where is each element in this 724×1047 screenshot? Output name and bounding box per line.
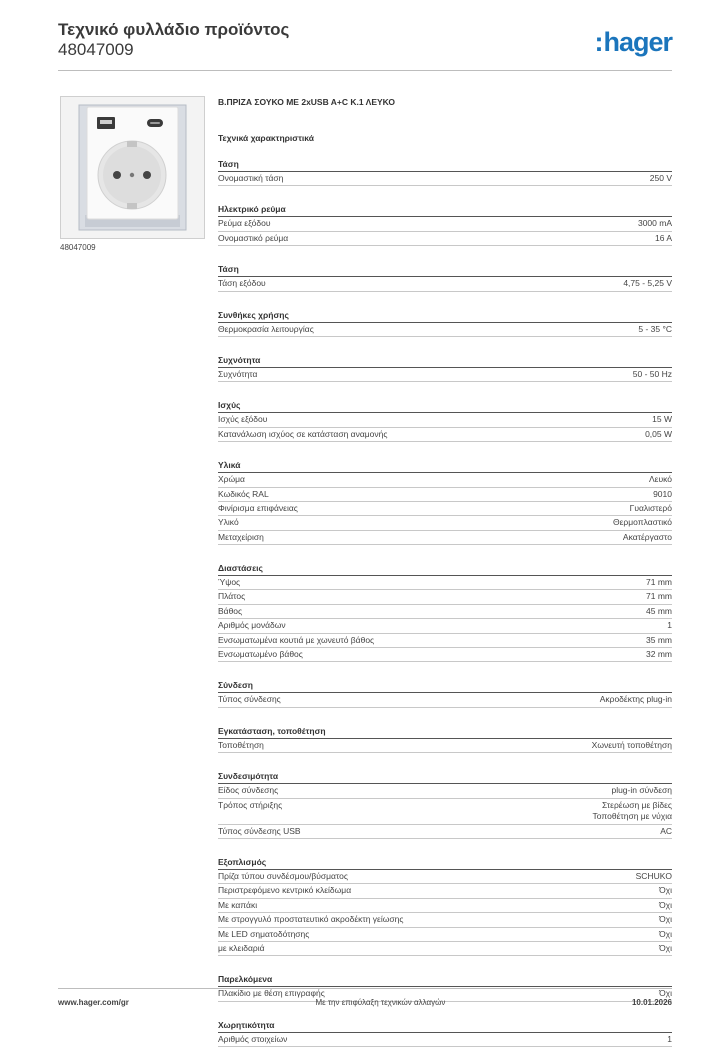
spec-value: 4,75 - 5,25 V <box>623 278 672 289</box>
spec-row <box>218 739 672 753</box>
spec-value: 1 <box>667 620 672 631</box>
spec-row <box>218 516 672 530</box>
spec-value: Όχι <box>659 885 672 896</box>
section-heading: Υλικά <box>218 459 672 473</box>
spec-value: 0,05 W <box>645 428 672 439</box>
spec-label: Ρεύμα εξόδου <box>218 218 271 229</box>
spec-label: Ισχύς εξόδου <box>218 414 268 425</box>
section-heading: Συνθήκες χρήσης <box>218 309 672 323</box>
spec-row <box>218 277 672 291</box>
spec-row <box>218 368 672 382</box>
spec-label: Υλικό <box>218 517 239 528</box>
spec-row <box>218 488 672 502</box>
spec-section <box>218 679 672 707</box>
spec-label: Φινίρισμα επιφάνειας <box>218 502 298 513</box>
socket-illustration <box>61 97 204 238</box>
spec-row <box>218 323 672 337</box>
spec-row <box>218 693 672 707</box>
spec-value: Ακροδέκτης plug-in <box>599 694 672 705</box>
spec-row <box>218 899 672 913</box>
product-name: Β.ΠΡΙΖΑ ΣΟΥΚΟ ΜΕ 2xUSB A+C Κ.1 ΛΕΥΚΟ <box>218 97 396 107</box>
spec-value: 15 W <box>652 414 672 425</box>
spec-row <box>218 942 672 956</box>
section-heading: Παρελκόμενα <box>218 973 672 987</box>
footer-notice: Με την επιφύλαξη τεχνικών αλλαγών <box>315 998 446 1007</box>
spec-section <box>218 562 672 662</box>
spec-label: Κωδικός RAL <box>218 488 269 499</box>
spec-section <box>218 725 672 753</box>
spec-label: Με στρογγυλό προστατευτικό ακροδέκτη γείωσης <box>218 914 404 925</box>
spec-value: 1 <box>667 1033 672 1044</box>
spec-label: με κλειδαριά <box>218 942 265 953</box>
document-footer <box>58 998 672 1007</box>
spec-label: Τύπος σύνδεσης USB <box>218 825 301 836</box>
spec-value: 5 - 35 °C <box>638 323 672 334</box>
spec-row <box>218 232 672 246</box>
spec-row <box>218 531 672 545</box>
hager-logo: :hager <box>594 27 672 57</box>
spec-value: 9010 <box>653 488 672 499</box>
spec-value <box>593 800 672 822</box>
spec-label: Τοποθέτηση <box>218 739 264 750</box>
spec-label: Ενσωματωμένο βάθος <box>218 649 303 660</box>
spec-value: Όχι <box>659 988 672 999</box>
spec-label: Κατανάλωση ισχύος σε κατάσταση αναμονής <box>218 428 388 439</box>
spec-content <box>218 96 672 1047</box>
section-heading: Συχνότητα <box>218 354 672 368</box>
spec-value: 45 mm <box>646 605 672 616</box>
spec-row <box>218 473 672 487</box>
footer-website[interactable]: www.hager.com/gr <box>58 998 129 1007</box>
spec-section <box>218 309 672 337</box>
spec-label: Αριθμός μονάδων <box>218 620 286 631</box>
spec-value: Όχι <box>659 899 672 910</box>
spec-row <box>218 428 672 442</box>
spec-label: Πλάτος <box>218 591 246 602</box>
spec-row <box>218 913 672 927</box>
spec-row <box>218 619 672 633</box>
spec-label: Συχνότητα <box>218 368 258 379</box>
image-caption: 48047009 <box>60 243 96 252</box>
spec-value: AC <box>660 825 672 836</box>
spec-value: Χωνευτή τοποθέτηση <box>591 739 672 750</box>
product-code: 48047009 <box>58 40 134 59</box>
spec-value: Ακατέργαστο <box>622 531 672 542</box>
spec-value: SCHUKO <box>635 870 672 881</box>
spec-label: Με καπάκι <box>218 899 258 910</box>
spec-value: 3000 mA <box>637 218 672 229</box>
spec-label: Ονομαστική τάση <box>218 173 284 183</box>
section-heading: Εξοπλισμός <box>218 856 672 870</box>
spec-row <box>218 648 672 662</box>
spec-label: Τύπος σύνδεσης <box>218 694 281 705</box>
spec-value: Όχι <box>659 914 672 925</box>
spec-section <box>218 770 672 839</box>
spec-value: 16 A <box>654 232 672 243</box>
section-heading: Χωρητικότητα <box>218 1019 672 1033</box>
section-heading: Ισχύς <box>218 399 672 413</box>
footer-date: 10.01.2026 <box>631 998 672 1007</box>
spec-value: 50 - 50 Hz <box>632 368 672 379</box>
section-heading: Τάση <box>218 158 672 172</box>
spec-row <box>218 784 672 798</box>
spec-value-line: Στερέωση με βίδες <box>601 799 672 810</box>
spec-row <box>218 413 672 427</box>
spec-row <box>218 884 672 898</box>
spec-label: Ενσωματωμένα κουτιά με χωνευτό βάθος <box>218 634 375 645</box>
specs-title: Τεχνικά χαρακτηριστικά <box>218 133 314 143</box>
spec-row <box>218 502 672 516</box>
spec-value: 35 mm <box>646 634 672 645</box>
section-heading: Διαστάσεις <box>218 562 672 576</box>
spec-value: 71 mm <box>646 591 672 602</box>
spec-section <box>218 1019 672 1047</box>
logo-text: hager <box>603 27 672 57</box>
spec-value: Γυαλιστερό <box>629 502 672 513</box>
spec-value: 32 mm <box>646 649 672 660</box>
spec-row <box>218 799 672 825</box>
spec-row <box>218 825 672 839</box>
spec-label: Με LED σηματοδότησης <box>218 928 310 939</box>
spec-label: Είδος σύνδεσης <box>218 785 279 796</box>
section-heading: Σύνδεση <box>218 679 672 693</box>
spec-section <box>218 856 672 956</box>
spec-row <box>218 870 672 884</box>
spec-label: Ύψος <box>218 577 241 588</box>
spec-row <box>218 217 672 231</box>
section-heading: Ηλεκτρικό ρεύμα <box>218 203 672 217</box>
spec-label: Πλακίδιο με θέση επιγραφής <box>218 988 325 999</box>
spec-value-line: Τοποθέτηση με νύχια <box>592 810 672 821</box>
spec-value: plug-in σύνδεση <box>611 785 672 796</box>
spec-row <box>218 928 672 942</box>
spec-label: Χρώμα <box>218 474 245 485</box>
spec-label: Περιστρεφόμενο κεντρικό κλείδωμα <box>218 885 352 896</box>
spec-row <box>218 576 672 590</box>
spec-row <box>218 1033 672 1047</box>
spec-label: Τάση εξόδου <box>218 278 266 289</box>
spec-section <box>218 399 672 442</box>
spec-row <box>218 590 672 604</box>
spec-row <box>218 605 672 619</box>
spec-section <box>218 354 672 382</box>
spec-value: Θερμοπλαστικό <box>612 517 672 528</box>
footer-divider <box>58 988 672 989</box>
spec-sections <box>218 158 672 1047</box>
spec-value: Όχι <box>659 928 672 939</box>
document-title: Τεχνικό φυλλάδιο προϊόντος <box>58 20 290 39</box>
section-heading: Τάση <box>218 263 672 277</box>
spec-section <box>218 459 672 545</box>
spec-value: Όχι <box>659 942 672 953</box>
spec-value: 71 mm <box>646 577 672 588</box>
spec-value: 250 V <box>649 173 672 183</box>
spec-row <box>218 172 672 186</box>
spec-label: Μεταχείριση <box>218 531 264 542</box>
product-image <box>60 96 205 239</box>
spec-value: Λευκό <box>649 474 672 485</box>
spec-label: Ονομαστικό ρεύμα <box>218 232 289 243</box>
spec-label: Πρίζα τύπου συνδέσμου/βύσματος <box>218 870 349 881</box>
spec-label: Αριθμός στοιχείων <box>218 1033 288 1044</box>
section-heading: Εγκατάσταση, τοποθέτηση <box>218 725 672 739</box>
spec-row <box>218 634 672 648</box>
spec-section <box>218 203 672 246</box>
spec-label: Θερμοκρασία λειτουργίας <box>218 323 314 334</box>
document-header <box>58 20 289 60</box>
spec-label: Τρόπος στήριξης <box>218 799 283 810</box>
spec-label: Βάθος <box>218 605 243 616</box>
section-heading: Συνδεσιμότητα <box>218 770 672 784</box>
spec-section <box>218 263 672 291</box>
spec-section <box>218 158 672 186</box>
header-divider <box>58 70 672 71</box>
